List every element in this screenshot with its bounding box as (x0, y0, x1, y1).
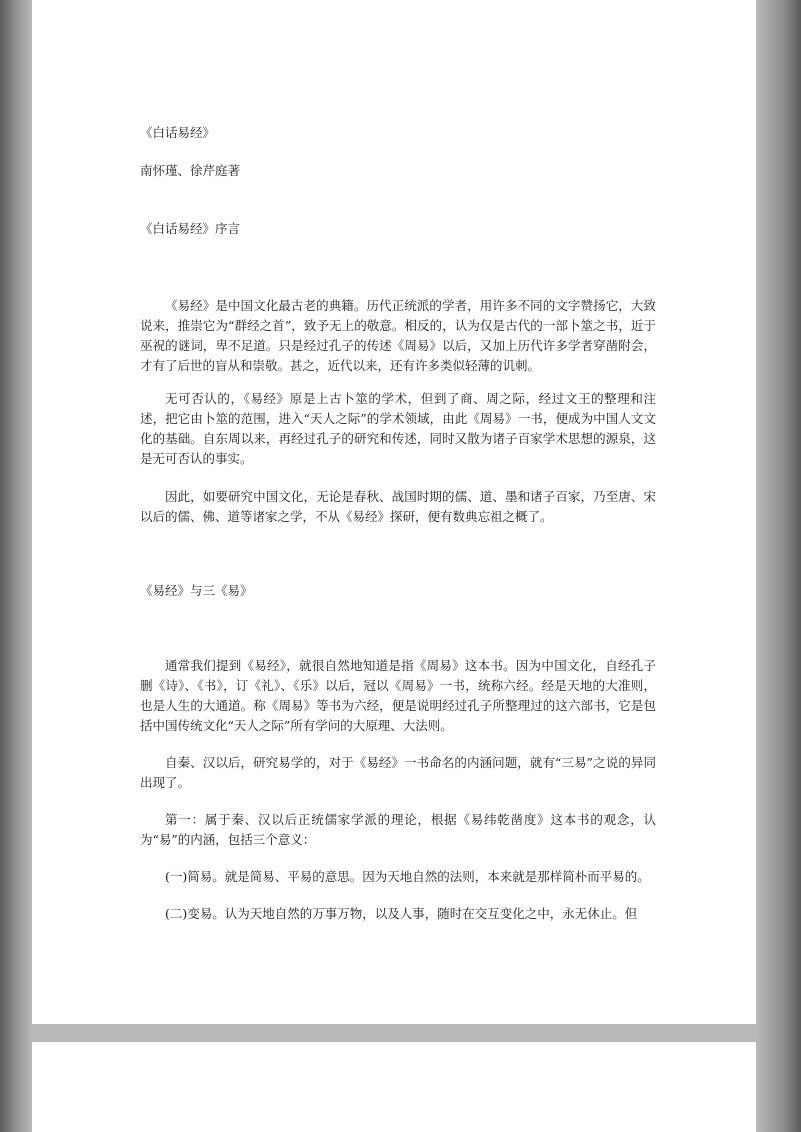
section-heading: 《易经》与三《易》 (140, 583, 253, 598)
section-paragraph-4: (一)简易。就是简易、平易的意思。因为天地自然的法则，本来就是那样简朴而平易的。 (165, 869, 650, 884)
preface-heading: 《白话易经》序言 (140, 221, 241, 236)
section-paragraph-5: (二)变易。认为天地自然的万事万物，以及人事，随时在交互变化之中，永无休止。但 (165, 906, 638, 921)
section-paragraph-1: 通常我们提到《易经》，就很自然地知道是指《周易》这本书。因为中国文化，自经孔子删《诗》、《书》，订《礼》、《乐》以后，冠以《周易》一书，统称六经。经是天地的大准则，也是人生的大通道。称《周易》等书为六经，便是说明经过孔子所整理过的这六部书，它是包括中国传统文化“天人之际”所有学问的大原理、大法则。 (140, 658, 656, 733)
authors-line: 南怀瑾、徐芹庭著 (140, 163, 241, 178)
book-title: 《白话易经》 (140, 125, 216, 140)
section-paragraph-2: 自秦、汉以后，研究易学的，对于《易经》一书命名的内涵问题，就有“三易”之说的异同出现了。 (140, 755, 656, 790)
document-page-2 (32, 1042, 756, 1132)
document-page-1 (32, 0, 756, 1024)
preface-paragraph-2: 无可否认的，《易经》原是上古卜筮的学术，但到了商、周之际，经过文王的整理和注述，把它由卜筮的范围，进入“天人之际”的学术领域，由此《周易》一书，便成为中国人文文化的基础。自东周以来，再经过孔子的研究和传述，同时又散为诸子百家学术思想的源泉，这是无可否认的事实。 (140, 391, 656, 466)
section-paragraph-3: 第一：属于秦、汉以后正统儒家学派的理论，根据《易纬乾凿度》这本书的观念，认为“易”的内涵，包括三个意义： (140, 812, 656, 847)
preface-paragraph-3: 因此，如要研究中国文化，无论是春秋、战国时期的儒、道、墨和诸子百家，乃至唐、宋以后的儒、佛、道等诸家之学，不从《易经》探研，便有数典忘祖之概了。 (140, 489, 656, 524)
preface-paragraph-1: 《易经》是中国文化最古老的典籍。历代正统派的学者，用许多不同的文字赞扬它，大致说来，推崇它为“群经之首”，致予无上的敬意。相反的，认为仅是古代的一部卜筮之书，近于巫祝的谜词，卑不足道。只是经过孔子的传述《周易》以后，又加上历代许多学者穿凿附会，才有了后世的盲从和崇敬。甚之，近代以来，还有许多类似轻薄的讥刺。 (140, 298, 656, 373)
